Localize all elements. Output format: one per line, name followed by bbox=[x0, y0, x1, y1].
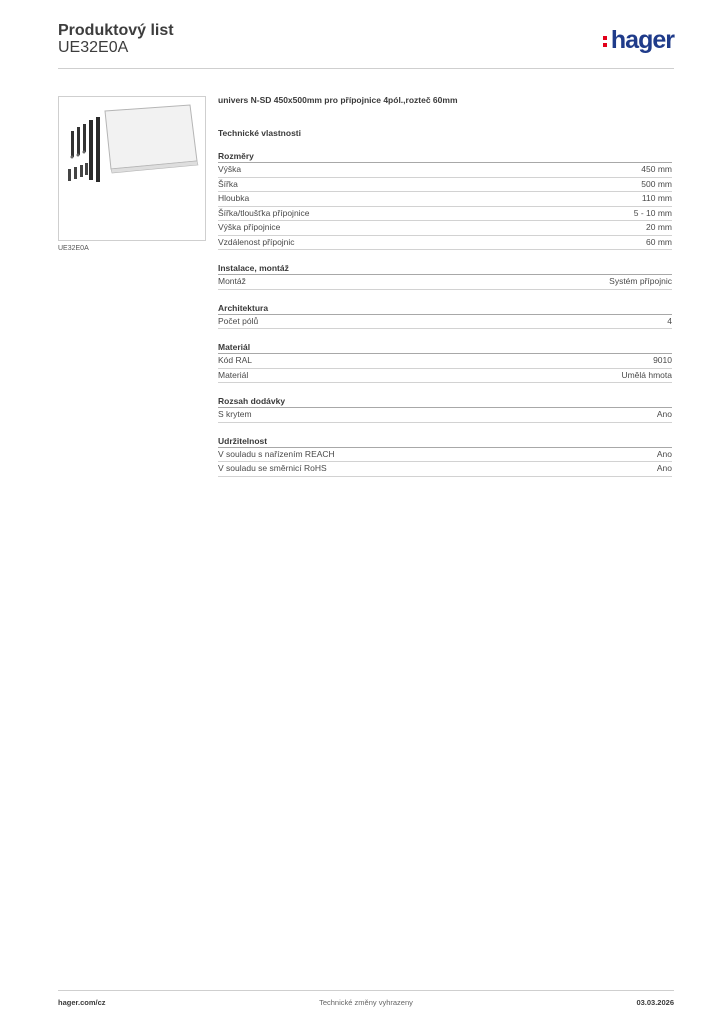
spec-row bbox=[218, 221, 672, 236]
spec-value: Ano bbox=[656, 448, 672, 459]
page-title: Produktový list bbox=[58, 22, 174, 39]
spec-row bbox=[218, 163, 672, 178]
spec-sections bbox=[218, 150, 672, 477]
spec-row bbox=[218, 315, 672, 330]
spec-row bbox=[218, 207, 672, 222]
page-header bbox=[58, 20, 674, 70]
spec-section bbox=[218, 435, 672, 477]
section-title: Architektura bbox=[218, 302, 672, 315]
spec-row bbox=[218, 462, 672, 477]
spec-label: Vzdálenost přípojnic bbox=[218, 236, 295, 247]
spec-value: Systém přípojnic bbox=[609, 276, 672, 286]
spec-label: Výška bbox=[218, 164, 242, 174]
footer-website-link[interactable]: hager.com/cz bbox=[58, 998, 106, 1007]
spec-section bbox=[218, 302, 672, 330]
product-code: UE32E0A bbox=[58, 39, 129, 56]
footer-date: 03.03.2026 bbox=[636, 998, 674, 1007]
section-title: Rozsah dodávky bbox=[218, 395, 672, 408]
footer-notice: Technické změny vyhrazeny bbox=[319, 998, 413, 1007]
technical-heading: Technické vlastnosti bbox=[218, 128, 301, 138]
spec-value: Ano bbox=[656, 409, 672, 419]
spec-label: Hloubka bbox=[218, 193, 250, 203]
spec-value: 4 bbox=[667, 315, 672, 326]
hager-logo[interactable] bbox=[611, 26, 674, 56]
spec-row bbox=[218, 236, 672, 251]
spec-content bbox=[218, 95, 672, 489]
spec-label: V souladu se směrnicí RoHS bbox=[218, 463, 327, 473]
spec-label: Kód RAL bbox=[218, 355, 253, 365]
section-title: Materiál bbox=[218, 341, 672, 354]
spec-section bbox=[218, 262, 672, 290]
spec-value: 20 mm bbox=[646, 222, 672, 232]
product-illustration-icon bbox=[59, 97, 205, 240]
logo-text: hager bbox=[610, 26, 674, 54]
spec-label: Šířka bbox=[218, 178, 238, 189]
spec-row bbox=[218, 192, 672, 207]
spec-value: 500 mm bbox=[641, 178, 672, 189]
product-description: univers N-SD 450x500mm pro přípojnice 4pól.,rozteč 60mm bbox=[218, 95, 458, 105]
logo-dots-icon bbox=[603, 36, 608, 50]
spec-label: S krytem bbox=[218, 409, 252, 419]
footer-divider bbox=[58, 990, 674, 991]
spec-value: 110 mm bbox=[641, 193, 672, 203]
section-title: Instalace, montáž bbox=[218, 262, 672, 275]
spec-label: Výška přípojnice bbox=[218, 222, 281, 232]
spec-label: Šířka/tloušťka přípojnice bbox=[218, 207, 310, 218]
image-caption: UE32E0A bbox=[58, 245, 89, 252]
page-footer bbox=[58, 998, 674, 1010]
spec-section bbox=[218, 341, 672, 383]
spec-row bbox=[218, 369, 672, 384]
spec-value: Umělá hmota bbox=[621, 369, 672, 380]
spec-value: 450 mm bbox=[641, 164, 672, 174]
spec-value: Ano bbox=[656, 463, 672, 473]
product-image bbox=[58, 96, 206, 241]
spec-row bbox=[218, 178, 672, 193]
header-divider bbox=[58, 68, 674, 69]
spec-label: V souladu s nařízením REACH bbox=[218, 448, 335, 459]
spec-row bbox=[218, 275, 672, 290]
spec-value: 5 - 10 mm bbox=[633, 207, 672, 218]
spec-row bbox=[218, 408, 672, 423]
spec-label: Materiál bbox=[218, 369, 249, 380]
spec-section bbox=[218, 395, 672, 423]
spec-label: Počet pólů bbox=[218, 315, 259, 326]
spec-value: 9010 bbox=[653, 355, 672, 365]
section-title: Udržitelnost bbox=[218, 435, 672, 448]
spec-section bbox=[218, 150, 672, 250]
spec-value: 60 mm bbox=[646, 236, 672, 247]
spec-label: Montáž bbox=[218, 276, 246, 286]
section-title: Rozměry bbox=[218, 150, 672, 163]
spec-row bbox=[218, 354, 672, 369]
spec-row bbox=[218, 448, 672, 463]
